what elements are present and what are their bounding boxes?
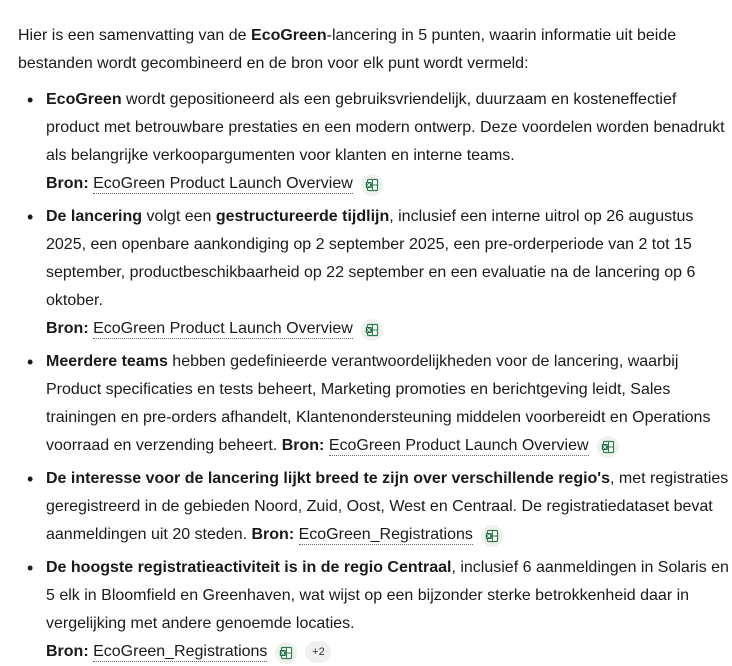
list-item xyxy=(18,86,732,198)
point-1-text: wordt gepositioneerd als een gebruiksvriendelijk, duurzaam en kosteneffectief product met betrouwbare prestaties en een modern ontwerp. Deze voordelen worden benadrukt als belangrijke verkoopargumenten voor klanten en interne teams. xyxy=(46,91,725,164)
point-1-source xyxy=(46,170,732,198)
source-label: Bron: xyxy=(46,643,89,660)
point-3-text: hebben gedefinieerde verantwoordelijkheden voor de lancering, waarbij Product specificaties en tests beheert, Marketing promoties en berichtgeving leidt, Sales trainingen en pre-orders afhandelt, Klantenondersteuning middelen voorbereidt en Operations voorraad en verzending beheert. xyxy=(46,353,711,454)
point-4-bold: De interesse voor de lancering lijkt breed te zijn over verschillende regio's xyxy=(46,470,611,487)
summary-list xyxy=(18,86,732,666)
list-item xyxy=(18,348,732,460)
point-4-text: , met registraties geregistreerd in de gebieden Noord, Zuid, Oost, West en Centraal. De registratiedataset bevat aanmeldingen uit 20 steden. xyxy=(46,470,729,543)
source-link[interactable]: EcoGreen_Registrations xyxy=(93,643,268,660)
point-5-bold: De hoogste registratieactiviteit is in de regio Centraal xyxy=(46,559,452,576)
source-label: Bron: xyxy=(251,526,295,543)
point-2-bold: De lancering xyxy=(46,208,143,225)
point-2-text-a: volgt een xyxy=(142,208,216,225)
intro-paragraph xyxy=(18,22,732,78)
point-5-source xyxy=(46,638,732,666)
point-2-bold-b: gestructureerde tijdlijn xyxy=(215,208,390,225)
excel-file-icon[interactable] xyxy=(361,174,383,196)
source-link[interactable]: EcoGreen Product Launch Overview xyxy=(93,320,353,337)
source-link[interactable]: EcoGreen_Registrations xyxy=(298,526,473,543)
intro-text-pre: Hier is een samenvatting van de xyxy=(18,27,252,44)
list-item xyxy=(18,203,732,343)
point-5-text: , inclusief 6 aanmeldingen in Solaris en 5 elk in Bloomfield en Greenhaven, wat wijst op een bijzonder sterke betrokkenheid daar in vergelijking met andere genoemde locaties. xyxy=(46,559,729,632)
intro-text-post: -lancering in 5 punten, waarin informatie uit beide bestanden wordt gecombineerd en de bron voor elk punt wordt vermeld: xyxy=(18,27,677,72)
source-label: Bron: xyxy=(281,437,325,454)
point-3-bold: Meerdere teams xyxy=(46,353,168,370)
source-label: Bron: xyxy=(46,175,89,192)
excel-file-icon[interactable] xyxy=(597,436,619,458)
list-item xyxy=(18,465,732,549)
point-2-source xyxy=(46,315,732,343)
excel-file-icon[interactable] xyxy=(275,642,297,664)
point-1-bold: EcoGreen xyxy=(46,91,122,108)
point-2-text-b: , inclusief een interne uitrol op 26 augustus 2025, een openbare aankondiging op 2 september 2025, een pre-orderperiode van 2 tot 15 september, productbeschikbaarheid op 22 september en een evaluatie na de lancering op 6 oktober. xyxy=(46,208,696,309)
excel-file-icon[interactable] xyxy=(361,319,383,341)
list-item xyxy=(18,554,732,666)
source-label: Bron: xyxy=(46,320,89,337)
intro-brand: EcoGreen xyxy=(251,27,327,44)
excel-file-icon[interactable] xyxy=(481,525,503,547)
source-link[interactable]: EcoGreen Product Launch Overview xyxy=(93,175,353,192)
source-link[interactable]: EcoGreen Product Launch Overview xyxy=(328,437,589,454)
more-sources-button[interactable]: +2 xyxy=(305,641,331,663)
